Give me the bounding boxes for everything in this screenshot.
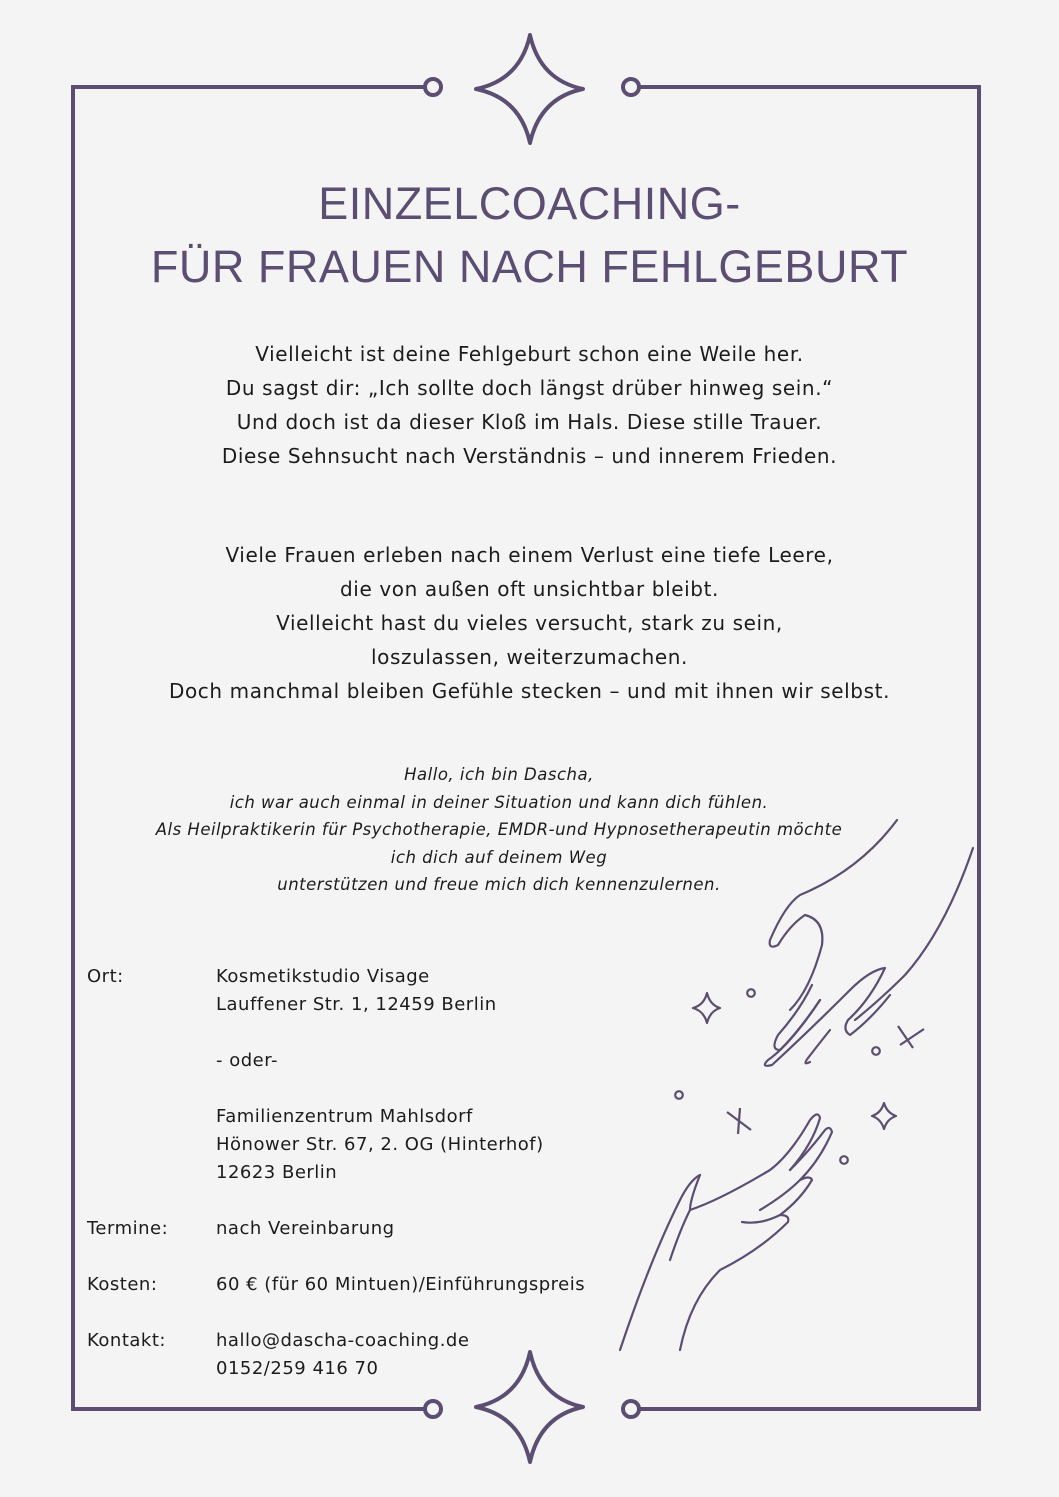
sparkle-icon	[747, 989, 755, 997]
paragraph-line: die von außen oft unsichtbar bleibt.	[340, 577, 719, 601]
page-title	[0, 172, 1059, 298]
paragraph-line: Diese Sehnsucht nach Verständnis – und innerem Frieden.	[221, 444, 838, 468]
intro-line: ich dich auf deinem Weg	[390, 847, 608, 867]
paragraph-2	[0, 538, 1059, 708]
ort-line: 12623 Berlin	[216, 1162, 338, 1183]
title-line-2: FÜR FRAUEN NACH FEHLGEBURT	[150, 241, 909, 292]
ort-value	[216, 963, 544, 1187]
ort-line: Hönower Str. 67, 2. OG (Hinterhof)	[216, 1134, 544, 1155]
sparkle-icon	[727, 1108, 751, 1134]
info-block	[87, 963, 585, 1383]
intro-line: Hallo, ich bin Dascha,	[404, 765, 594, 784]
ort-line: - oder-	[216, 1050, 278, 1071]
intro-line: Als Heilpraktikerin für Psychotherapie, EMDR-und Hypnosetherapeutin möchte	[155, 820, 843, 839]
info-row-termine	[87, 1215, 585, 1243]
intro-line: unterstützen und freue mich dich kennenzulernen.	[277, 875, 721, 894]
paragraph-line: Viele Frauen erleben nach einem Verlust eine tiefe Leere,	[225, 543, 834, 567]
info-row-ort	[87, 963, 585, 1187]
title-line-1: EINZELCOACHING-	[318, 178, 741, 229]
paragraph-line: Du sagst dir: „Ich sollte doch längst drüber hinweg sein.“	[225, 376, 834, 400]
sparkle-icon	[898, 1026, 924, 1048]
info-row-kosten	[87, 1271, 585, 1299]
ort-line	[216, 1075, 544, 1103]
ort-line: Kosmetikstudio Visage	[216, 966, 430, 987]
paragraph-line: Vielleicht ist deine Fehlgeburt schon eine Weile her.	[255, 342, 804, 366]
kontakt-email[interactable]: hallo@dascha-coaching.de	[216, 1330, 470, 1351]
intro-text	[0, 761, 998, 899]
paragraph-line: loszulassen, weiterzumachen.	[370, 645, 689, 669]
info-row-kontakt	[87, 1327, 585, 1383]
sparkle-icon	[840, 1156, 848, 1164]
kosten-label: Kosten:	[87, 1274, 158, 1295]
termine-value: nach Vereinbarung	[216, 1218, 395, 1239]
paragraph-line: Doch manchmal bleiben Gefühle stecken – und mit ihnen wir selbst.	[168, 679, 891, 703]
ort-label: Ort:	[87, 966, 124, 987]
kosten-value: 60 € (für 60 Mintuen)/Einführungspreis	[216, 1274, 586, 1295]
kontakt-label: Kontakt:	[87, 1330, 166, 1351]
ort-line	[216, 1019, 544, 1047]
sparkle-icon	[872, 1047, 880, 1055]
sparkle-icon	[693, 993, 720, 1023]
sparkle-icon	[675, 1091, 683, 1099]
kontakt-phone[interactable]: 0152/259 416 70	[216, 1358, 379, 1379]
intro-line: ich war auch einmal in deiner Situation und kann dich fühlen.	[229, 792, 769, 812]
ort-line: Familienzentrum Mahlsdorf	[216, 1106, 473, 1127]
paragraph-line: Und doch ist da dieser Kloß im Hals. Diese stille Trauer.	[236, 410, 823, 434]
sparkle-icon	[872, 1103, 896, 1129]
paragraph-line: Vielleicht hast du vieles versucht, stark zu sein,	[276, 611, 783, 635]
termine-label: Termine:	[87, 1218, 169, 1239]
paragraph-1	[0, 337, 1059, 473]
ort-line: Lauffener Str. 1, 12459 Berlin	[216, 994, 497, 1015]
